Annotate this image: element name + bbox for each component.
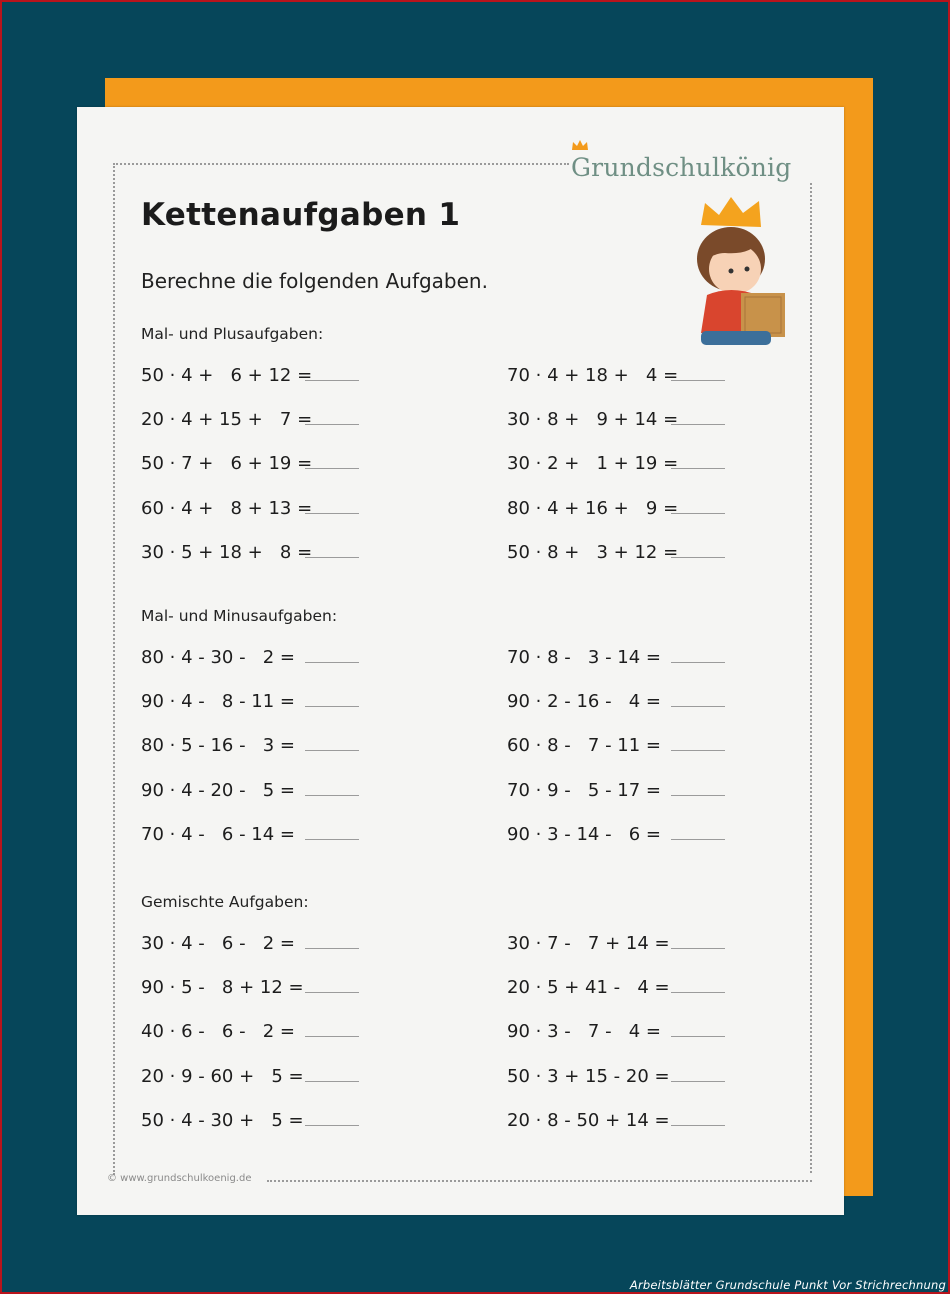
brand-name: Grundschulkönig: [571, 153, 792, 182]
equation-expression: 70 · 4 - 6 - 14 =: [141, 823, 296, 845]
answer-line[interactable]: [305, 365, 359, 381]
dotted-border-top: [113, 163, 569, 165]
answer-line[interactable]: [305, 780, 359, 796]
equation-expression: 80 · 4 - 30 - 2 =: [141, 647, 296, 668]
equation-expression: 90 · 3 - 7 - 4 =: [507, 1021, 661, 1043]
equation-expression: 30 · 5 + 18 + 8 =: [141, 541, 313, 563]
answer-line[interactable]: [671, 691, 725, 707]
crown-icon: [571, 139, 589, 151]
equation-row: [507, 780, 725, 804]
answer-line[interactable]: [305, 824, 359, 840]
equation-row: [141, 735, 359, 759]
answer-line[interactable]: [305, 691, 359, 707]
equation-row: [141, 409, 359, 433]
answer-line[interactable]: [671, 933, 725, 949]
equation-row: [507, 1066, 725, 1090]
equation-expression: 80 · 4 + 16 + 9 =: [507, 497, 679, 519]
equation-expression: 90 · 2 - 16 - 4 =: [507, 691, 662, 713]
answer-line[interactable]: [305, 1066, 359, 1082]
equation-expression: 30 · 7 - 7 + 14 =: [507, 933, 670, 954]
equation-row: [141, 824, 359, 848]
answer-line[interactable]: [671, 409, 725, 425]
answer-line[interactable]: [305, 409, 359, 425]
equation-expression: 50 · 3 + 15 - 20 =: [507, 1065, 670, 1087]
equation-expression: 90 · 3 - 14 - 6 =: [507, 823, 662, 845]
equation-expression: 20 · 8 - 50 + 14 =: [507, 1109, 670, 1131]
equation-row: [507, 691, 725, 715]
equation-expression: 30 · 2 + 1 + 19 =: [507, 453, 679, 475]
equation-row: [507, 647, 725, 671]
equation-row: [507, 735, 725, 759]
equation-expression: 80 · 5 - 16 - 3 =: [141, 735, 296, 757]
equation-row: [141, 498, 359, 522]
answer-line[interactable]: [305, 933, 359, 949]
worksheet-page: [77, 107, 844, 1215]
equation-row: [507, 824, 725, 848]
equation-row: [141, 542, 359, 566]
equation-row: [507, 409, 725, 433]
answer-line[interactable]: [671, 498, 725, 514]
section-label: Mal- und Minusaufgaben:: [141, 607, 338, 625]
equation-expression: 30 · 8 + 9 + 14 =: [507, 409, 679, 431]
equation-row: [141, 647, 359, 671]
equation-expression: 20 · 9 - 60 + 5 =: [141, 1065, 304, 1087]
equation-row: [141, 691, 359, 715]
equation-row: [141, 1021, 359, 1045]
equation-expression: 70 · 9 - 5 - 17 =: [507, 779, 662, 801]
worksheet-title: Kettenaufgaben 1: [141, 197, 461, 233]
answer-line[interactable]: [671, 824, 725, 840]
equation-row: [507, 1110, 725, 1134]
equation-expression: 60 · 8 - 7 - 11 =: [507, 735, 662, 757]
copyright-footer: © www.grundschulkoenig.de: [107, 1173, 252, 1184]
answer-line[interactable]: [671, 453, 725, 469]
equation-expression: 90 · 4 - 20 - 5 =: [141, 779, 296, 801]
caption-watermark: Arbeitsblätter Grundschule Punkt Vor Strichrechnung: [629, 1278, 946, 1292]
brand-logo: [571, 147, 791, 183]
equation-expression: 60 · 4 + 8 + 13 =: [141, 497, 313, 519]
king-child-illustration: [681, 197, 791, 347]
equation-row: [507, 542, 725, 566]
equation-expression: 70 · 8 - 3 - 14 =: [507, 647, 662, 668]
dotted-border-right: [810, 183, 812, 1173]
answer-line[interactable]: [671, 977, 725, 993]
equation-row: [141, 1066, 359, 1090]
equation-expression: 90 · 5 - 8 + 12 =: [141, 977, 304, 999]
answer-line[interactable]: [671, 647, 725, 663]
answer-line[interactable]: [305, 647, 359, 663]
answer-line[interactable]: [305, 735, 359, 751]
answer-line[interactable]: [305, 1021, 359, 1037]
answer-line[interactable]: [305, 542, 359, 558]
worksheet-instruction: Berechne die folgenden Aufgaben.: [141, 269, 488, 293]
equation-row: [141, 780, 359, 804]
equation-row: [141, 1110, 359, 1134]
equation-expression: 50 · 4 - 30 + 5 =: [141, 1109, 304, 1131]
equation-row: [507, 977, 725, 1001]
equation-row: [141, 933, 359, 957]
section-label: Mal- und Plusaufgaben:: [141, 325, 324, 343]
equation-row: [507, 453, 725, 477]
answer-line[interactable]: [671, 1066, 725, 1082]
equation-expression: 20 · 5 + 41 - 4 =: [507, 977, 670, 999]
equation-row: [507, 498, 725, 522]
dotted-border-bottom: [267, 1180, 812, 1182]
equation-row: [141, 977, 359, 1001]
answer-line[interactable]: [671, 365, 725, 381]
equation-expression: 40 · 6 - 6 - 2 =: [141, 1021, 295, 1043]
equation-expression: 20 · 4 + 15 + 7 =: [141, 409, 313, 431]
equation-expression: 90 · 4 - 8 - 11 =: [141, 691, 296, 713]
answer-line[interactable]: [671, 780, 725, 796]
equation-expression: 30 · 4 - 6 - 2 =: [141, 933, 295, 954]
equation-row: [507, 1021, 725, 1045]
equation-expression: 50 · 7 + 6 + 19 =: [141, 453, 313, 475]
answer-line[interactable]: [671, 1110, 725, 1126]
equation-row: [141, 365, 359, 389]
equation-row: [507, 365, 725, 389]
answer-line[interactable]: [305, 977, 359, 993]
equation-row: [141, 453, 359, 477]
section-label: Gemischte Aufgaben:: [141, 893, 309, 911]
answer-line[interactable]: [671, 1021, 725, 1037]
answer-line[interactable]: [305, 498, 359, 514]
dotted-border-left: [113, 163, 115, 1175]
equation-expression: 70 · 4 + 18 + 4 =: [507, 365, 679, 386]
answer-line[interactable]: [671, 542, 725, 558]
equation-expression: 50 · 8 + 3 + 12 =: [507, 541, 679, 563]
equation-expression: 50 · 4 + 6 + 12 =: [141, 365, 313, 386]
answer-line[interactable]: [671, 735, 725, 751]
answer-line[interactable]: [305, 453, 359, 469]
equation-row: [507, 933, 725, 957]
answer-line[interactable]: [305, 1110, 359, 1126]
